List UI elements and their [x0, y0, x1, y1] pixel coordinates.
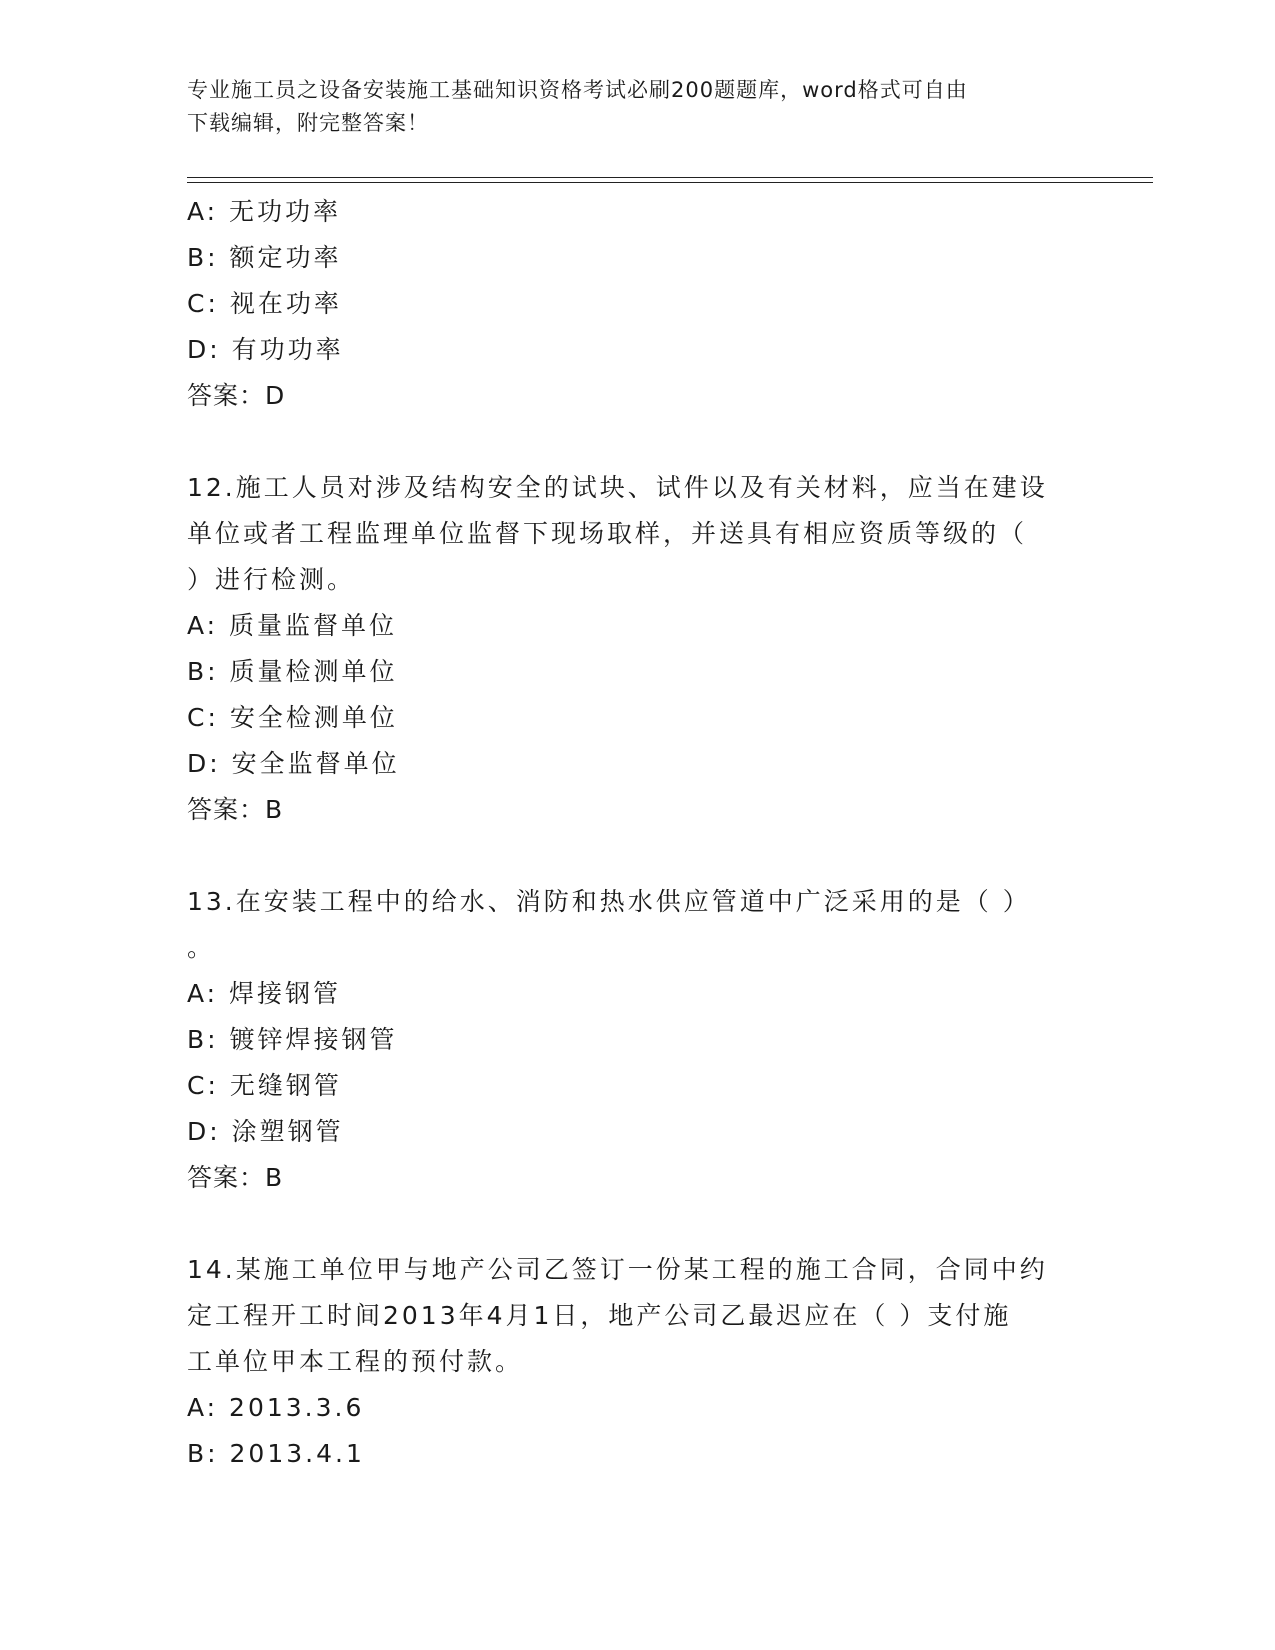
question-line: 单位或者工程监理单位监督下现场取样，并送具有相应资质等级的（	[187, 519, 1028, 548]
option-a: A: 质量监督单位	[187, 611, 398, 640]
answer: 答案：B	[187, 795, 284, 824]
document-header	[187, 74, 1067, 140]
question-line: 工单位甲本工程的预付款。	[187, 1347, 524, 1376]
answer: 答案：B	[187, 1163, 284, 1192]
spacer	[187, 833, 1087, 879]
header-divider-bottom	[187, 182, 1153, 183]
question-text	[187, 1247, 1087, 1385]
option-a: A: 2013.3.6	[187, 1393, 365, 1422]
header-divider-top	[187, 177, 1153, 178]
question-line: 定工程开工时间2013年4月1日，地产公司乙最迟应在（ ）支付施	[187, 1301, 1012, 1330]
header-line-2: 下载编辑，附完整答案！	[187, 111, 429, 135]
question-12	[187, 465, 1087, 833]
question-line: ）进行检测。	[187, 565, 356, 594]
question-14	[187, 1247, 1087, 1477]
option-a: A: 无功功率	[187, 197, 342, 226]
header-line-1: 专业施工员之设备安装施工基础知识资格考试必刷200题题库，word格式可自由	[187, 78, 968, 102]
option-d: D: 涂塑钢管	[187, 1117, 344, 1146]
question-line: 12.施工人员对涉及结构安全的试块、试件以及有关材料，应当在建设	[187, 473, 1048, 502]
question-11	[187, 189, 1087, 419]
spacer	[187, 1201, 1087, 1247]
option-c: C: 视在功率	[187, 289, 342, 318]
answer: 答案：D	[187, 381, 286, 410]
question-13	[187, 879, 1087, 1201]
option-b: B: 镀锌焊接钢管	[187, 1025, 398, 1054]
option-c: C: 安全检测单位	[187, 703, 398, 732]
option-d: D: 有功功率	[187, 335, 344, 364]
option-a: A: 焊接钢管	[187, 979, 342, 1008]
question-line: 。	[187, 933, 216, 962]
option-c: C: 无缝钢管	[187, 1071, 342, 1100]
spacer	[187, 419, 1087, 465]
question-line: 14.某施工单位甲与地产公司乙签订一份某工程的施工合同，合同中约	[187, 1255, 1048, 1284]
option-b: B: 额定功率	[187, 243, 342, 272]
question-line: 13.在安装工程中的给水、消防和热水供应管道中广泛采用的是（ ）	[187, 887, 1031, 916]
option-b: B: 2013.4.1	[187, 1439, 365, 1468]
option-b: B: 质量检测单位	[187, 657, 398, 686]
question-content	[187, 189, 1087, 1477]
option-d: D: 安全监督单位	[187, 749, 400, 778]
question-text	[187, 879, 1087, 971]
question-text	[187, 465, 1087, 603]
